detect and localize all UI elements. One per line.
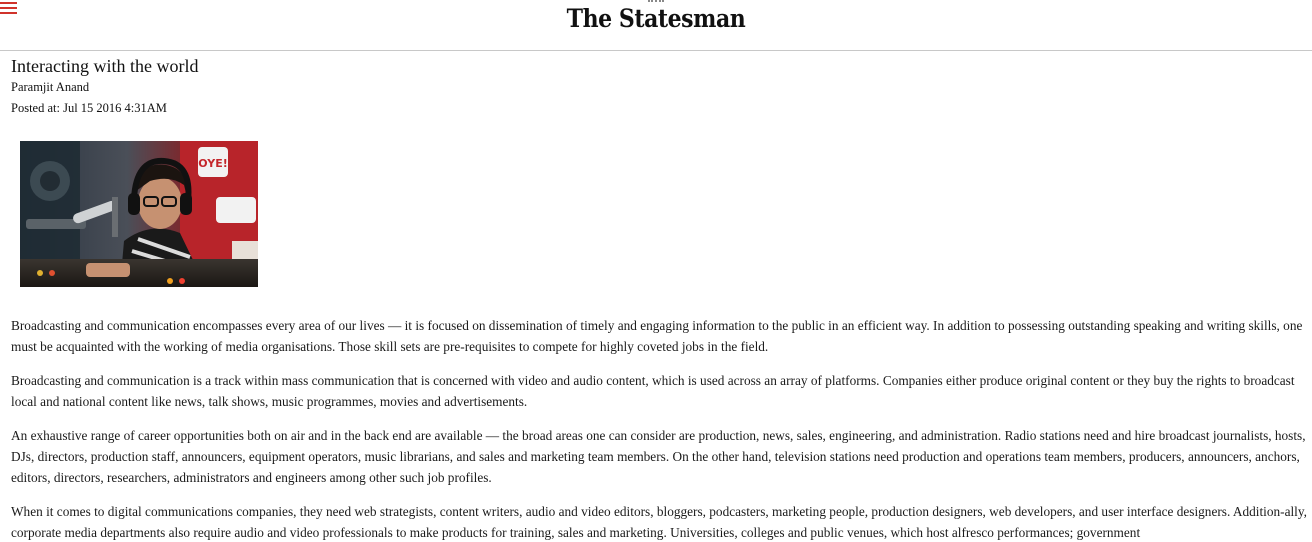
article bbox=[11, 55, 1307, 540]
article-paragraph: When it comes to digital communications companies, they need web strategists, content writers, audio and video editors, bloggers, podcasters, marketing people, production designers, web developers, and user interface designers. Addition-ally, corporate media departments also require audio and video professionals to make products for training, sales and marketing. Universities, colleges and public venues, which host alfresco performances; government bbox=[11, 504, 1307, 540]
photo-illustration bbox=[20, 141, 258, 287]
article-body bbox=[11, 315, 1311, 542]
hamburger-menu-icon[interactable] bbox=[0, 2, 17, 16]
photo-sign-text: OYE! bbox=[198, 157, 228, 170]
site-logo[interactable]: The Statesman bbox=[566, 4, 746, 33]
article-paragraph: Broadcasting and communication is a track within mass communication that is concerned with video and audio content, which is used across an array of platforms. Companies either produce original content or they buy the rights to broadcast local and national content like news, talk shows, music programmes, movies and advertisements. bbox=[11, 373, 1295, 409]
site-header bbox=[0, 0, 1312, 51]
radio-host-photo bbox=[20, 141, 258, 287]
article-paragraph: An exhaustive range of career opportunities both on air and in the back end are available — the broad areas one can consider are production, news, sales, engineering, and administration. Radio stations need and hire broadcast journalists, hosts, DJs, directors, production staff, announcers, equipment operators, music librarians, and sales and marketing team members. On the other hand, television stations need production and operations team members, producers, announcers, anchors, editors, directors, researchers, administrators and engineers among other such job profiles. bbox=[11, 428, 1306, 485]
article-title: Interacting with the world bbox=[11, 56, 199, 76]
article-posted-date: Posted at: Jul 15 2016 4:31AM bbox=[11, 101, 167, 115]
article-author: Paramjit Anand bbox=[11, 80, 90, 94]
article-paragraph: Broadcasting and communication encompasses every area of our lives — it is focused on dissemination of timely and engaging information to the public in an efficient way. In addition to possessing outstanding speaking and writing skills, one must be acquainted with the working of media organisations. Those skill sets are pre-requisites to compete for highly coveted jobs in the field. bbox=[11, 318, 1303, 354]
